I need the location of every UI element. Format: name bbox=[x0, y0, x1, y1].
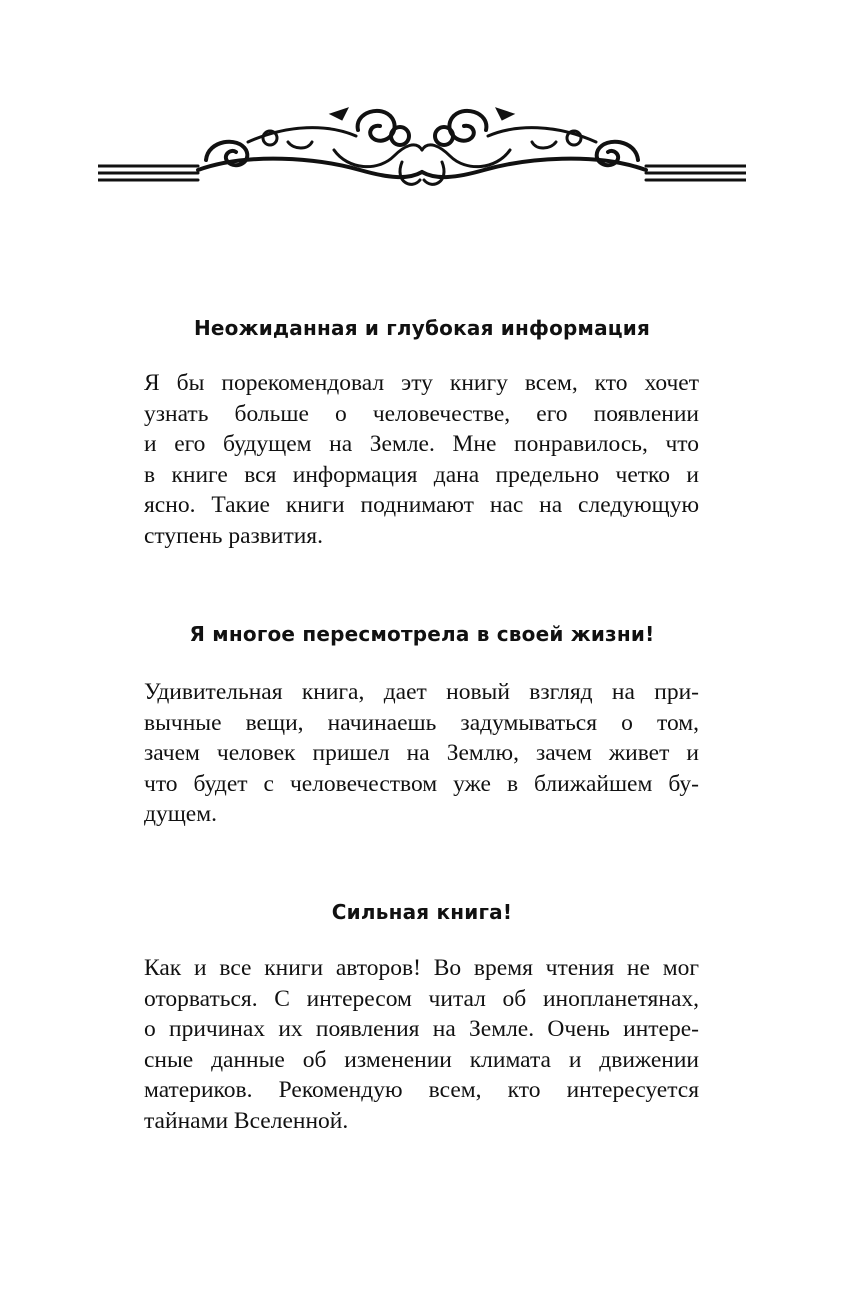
review-text bbox=[144, 368, 699, 551]
text-line: Я бы порекомендовал эту книгу всем, кто хочет bbox=[144, 370, 699, 396]
review-title: Сильная книга! bbox=[331, 900, 513, 924]
review-title: Я многое пересмотрела в своей жизни! bbox=[189, 622, 655, 646]
text-line: дущем. bbox=[144, 801, 217, 827]
text-line: и его будущем на Земле. Мне понравилось, что bbox=[144, 431, 699, 457]
text-line: в книге вся информация дана предельно четко и bbox=[144, 461, 699, 488]
text-line: сные данные об изменении климата и движении bbox=[144, 1046, 699, 1073]
text-line: о причинах их появления на Земле. Очень интере- bbox=[144, 1016, 699, 1042]
text-line: вычные вещи, начинаешь задумываться о том, bbox=[144, 709, 699, 736]
text-line: тайнами Вселенной. bbox=[144, 1107, 349, 1134]
text-line: Как и все книги авторов! Во время чтения не мог bbox=[144, 955, 699, 981]
text-line: материков. Рекомендую всем, кто интересуется bbox=[144, 1077, 699, 1103]
text-line: ступень развития. bbox=[144, 522, 323, 549]
review-text bbox=[144, 953, 699, 1136]
review-text bbox=[144, 677, 699, 830]
text-line: оторваться. С интересом читал об инопланетянах, bbox=[144, 985, 699, 1012]
text-line: Удивительная книга, дает новый взгляд на при- bbox=[144, 679, 699, 705]
text-line: что будет с человечеством уже в ближайшем бу- bbox=[144, 770, 699, 797]
text-line: узнать больше о человечестве, его появлении bbox=[144, 400, 699, 427]
review-title: Неожиданная и глубокая информация bbox=[193, 316, 651, 340]
text-line: зачем человек пришел на Землю, зачем живет и bbox=[144, 740, 699, 766]
text-line: ясно. Такие книги поднимают нас на следующую bbox=[144, 492, 699, 518]
decorative-ornament bbox=[98, 100, 746, 190]
